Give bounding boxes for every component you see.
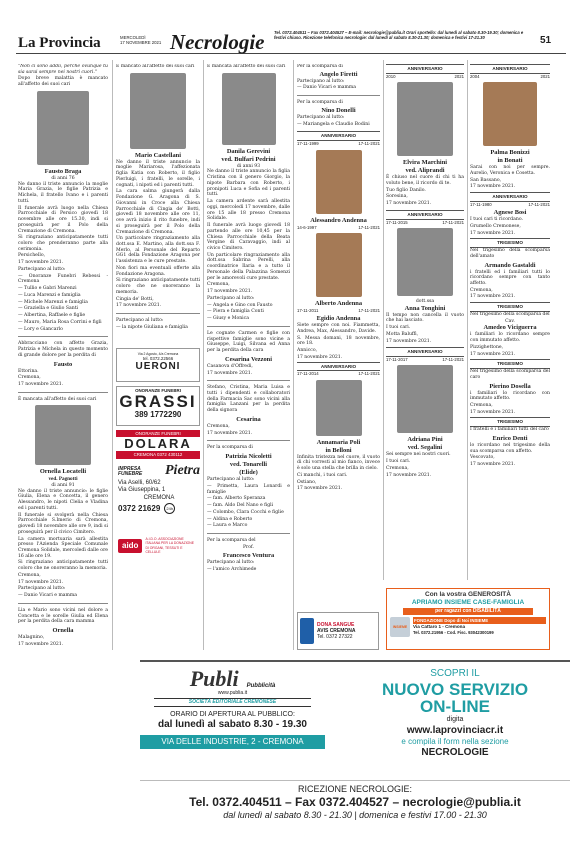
obit-sign: I tuoi cari. xyxy=(386,459,411,465)
condolence-list xyxy=(18,274,108,333)
obit-name: Annamaria Poli xyxy=(316,438,361,446)
obit-place: Grumello Cremonese, xyxy=(470,223,521,229)
obit-name: Alberto Andenna xyxy=(314,299,363,307)
obit-name: Francesco Ventura xyxy=(222,552,275,560)
obit-text: Un particolare ringraziamento alla dott.ssa E. Martino, alla dott.ssa F. Merlo, al Personale del Reparto GG1 della Fondazione Aragona per l'assistenza e le cure prestate. xyxy=(116,236,200,265)
trigesimo-heading: TRIGESIMO xyxy=(470,302,550,312)
date-to: 17-11-2021 xyxy=(442,357,464,362)
date-from: 17-11-1980 xyxy=(470,201,492,207)
obit-intro: Dopo breve malattia è mancato all'affetto dei suoi cari xyxy=(18,76,108,88)
obit-place: Vescovato, xyxy=(470,455,495,461)
obit-date: 17 novembre 2021. xyxy=(470,184,516,190)
obit-text: lo ricordano nel trigesimo della sua scomparsa con affetto. xyxy=(470,442,550,454)
issue-date xyxy=(120,35,161,45)
obit-intro: È mancata all'affetto dei suoi cari xyxy=(207,64,286,69)
date-from: 2010 xyxy=(386,73,396,79)
date-from: 17-11-2011 xyxy=(297,307,319,313)
ad-dolara xyxy=(116,430,200,460)
obit-text: Sei sempre nei nostri cuori. xyxy=(386,452,451,458)
obit-name: Armando Gastaldi xyxy=(484,261,536,269)
anniversary-heading: ANNIVERSARIO xyxy=(297,362,380,372)
obit-place: San Bassano, xyxy=(470,177,502,183)
date: 17 NOVEMBRE 2021 xyxy=(120,40,162,46)
obit-name: Alessandro Andenna xyxy=(310,216,367,224)
obit-place: Cremona, xyxy=(18,572,41,578)
obit-text: Il funerale avrà luogo nella Chiesa Parrocchiale di Persico giovedì 18 novembre alle ore 15.30, indi si proseguirà per il Polo della Cremazione di Cremona. xyxy=(18,205,108,234)
list-item: — Mauro, Maria Rosa Corrini e figli xyxy=(18,319,102,325)
list-item: — Primetta, Laura Lonardi e famiglie xyxy=(207,483,290,495)
obit-date: 17 novembre 2021. xyxy=(18,381,64,387)
ad-label: ONORANZE FUNEBRI xyxy=(116,430,200,438)
ad-phone: CREMONA 0372 430112 xyxy=(116,451,200,459)
obit-place: Cremona, xyxy=(18,375,41,381)
obit-age: di anni 91 xyxy=(51,482,75,488)
obit-date: 17 novembre 2021. xyxy=(207,289,253,295)
obit-text: Si ringraziano anticipatamente tutti coloro che prenderanno parte alla cerimonia. xyxy=(18,235,108,252)
obit-place: Cingia de' Botti, xyxy=(116,296,154,302)
obit-age: di anni 93 xyxy=(236,163,261,169)
obit-text: Ne danno il triste annuncio la moglie Maria Grazia, le figlie Patrizia e Michela, il fratello Ivano e i parenti tutti. xyxy=(18,181,108,204)
obit-text: Lia e Mario sono vicini nel dolore a Concetta e le sorelle Giulia ed Elena per la perdita della cara mamma xyxy=(18,607,108,625)
publia-company: SOCIETÀ EDITORIALE CREMONESE xyxy=(154,698,311,706)
promo-url[interactable]: www.laprovinciacr.it xyxy=(406,724,504,736)
obit-title: Cav. xyxy=(505,318,515,324)
ad-aido xyxy=(116,534,200,558)
portrait-photo xyxy=(316,233,362,297)
trigesimo-heading: TRIGESIMO xyxy=(470,417,550,427)
contact-phone: Tel. 0372.404511 – Fax 0372.404527 – necrologie@publia.it xyxy=(189,795,521,810)
obit-name-2: ved. Tonarelli xyxy=(229,461,268,469)
obit-text: Sarai con noi per sempre. Aurelio, Veronica e Cosetta. xyxy=(470,165,550,176)
ad-city: CREMONA xyxy=(143,494,175,501)
section-title: Necrologie xyxy=(170,30,265,54)
24h-badge: 24h xyxy=(164,503,175,514)
ad-ueroni xyxy=(116,348,200,382)
obit-quote: "Non ci sono addii, perché ovunque tu sia sarai sempre nei nostri cuori." xyxy=(18,64,108,75)
portrait-photo xyxy=(316,150,362,214)
obit-title: dott.ssa xyxy=(415,298,435,304)
column-3 xyxy=(207,64,290,664)
obit-text: Le cognate Carmen e figlie con rispettive famiglie sono vicine a Giuseppe, Luigi, Silvana ed Anna per la perdita della cara xyxy=(207,330,290,354)
condolence-heading: Partecipano al lutto: xyxy=(297,114,345,120)
condolence-heading: Partecipano al lutto: xyxy=(207,560,255,566)
condolence-heading: Partecipano al lutto: xyxy=(207,295,255,301)
ad-brand: GRASSI xyxy=(119,392,197,412)
obit-text: Infinita tristezza nel cuore, il vuoto di chi vorresti al mio fianco, invece è solo una stella che brilla in cielo. xyxy=(297,454,380,472)
date-from: 17-11-1999 xyxy=(297,141,319,147)
list-item: — Danio Vicari e mamma xyxy=(297,85,356,91)
list-item: — Piera e famiglia Conti xyxy=(207,309,264,315)
ad-avis xyxy=(297,612,379,650)
obit-date: 17 novembre 2021. xyxy=(386,201,432,207)
date-from: 2004 xyxy=(470,73,480,79)
obit-text: La camera mortuaria sarà allestita presso l'Azienda Speciale Comunale Cremona Solidale, mercoledì dalle ore 16 alle ore 19. xyxy=(18,536,108,559)
opening-hours: dal lunedì al sabato 8.30 - 19.30 xyxy=(158,719,307,731)
ad-brand: Pietra xyxy=(165,462,200,478)
ad-phone: Tel. 0372.21956 - Cod. Fisc. 93042300199 xyxy=(413,629,494,635)
portrait-photo xyxy=(316,380,362,436)
date-from: 17-11-2014 xyxy=(297,371,319,377)
obit-name: Fausto Braga xyxy=(44,167,82,175)
obit-sign: Ettorina. xyxy=(18,368,39,374)
promo-line: SCOPRI IL xyxy=(430,668,480,679)
promo-line: e compila il form nella sezione xyxy=(401,737,509,747)
obit-date: 17 novembre 2021. xyxy=(386,338,432,344)
list-item: — Colombo, Clara Cocchi e figlie xyxy=(207,509,284,515)
online-service xyxy=(340,668,570,760)
obit-age: di anni 76 xyxy=(51,175,75,181)
insieme-logo: INSIEME xyxy=(390,617,410,637)
obit-name-2: ved. Pagnotti xyxy=(48,476,78,483)
date-to: 2021 xyxy=(454,73,464,79)
avis-logo-icon xyxy=(300,618,314,644)
obit-name: Palma Bonizzi xyxy=(490,149,530,157)
list-item: — Albertina, Raffaele e figlie xyxy=(18,313,86,319)
list-item: — Laura e Marco xyxy=(207,523,248,529)
obit-text: I fratelli e i familiari tutti del caro xyxy=(470,427,549,433)
column-1 xyxy=(18,64,108,834)
obit-name-2: ved. Aliprandi xyxy=(405,167,445,175)
anniversary-heading: ANNIVERSARIO xyxy=(297,131,380,141)
ad-grassi xyxy=(116,386,200,426)
list-item: — Michele Marenzi e famiglia xyxy=(18,299,88,305)
obit-date: 17 novembre 2021. xyxy=(207,370,253,376)
list-item: — Graziella e Giulio Santi xyxy=(18,306,79,312)
ad-pietra xyxy=(116,464,200,530)
obit-date: 17 novembre 2021. xyxy=(116,303,162,309)
ad-brand: UERONI xyxy=(135,361,181,373)
obit-text: I tuoi cari ti ricordano. xyxy=(470,217,523,223)
newspaper-logo: La Provincia xyxy=(18,35,101,51)
anniversary-heading: ANNIVERSARIO xyxy=(386,347,464,357)
column-6 xyxy=(470,64,550,584)
ad-label: IMPRESA FUNEBRE xyxy=(118,465,143,478)
condolence-heading: Partecipano al lutto: xyxy=(207,477,255,483)
obit-sign: Tuo figlio Danilo. xyxy=(386,187,426,193)
obit-text: Un particolare ringraziamento alla dott.ssa Sabrina Perelli, alla coordinatrice Ilaria e a tutto il Personale della Palazzina Somenzi per le amorevoli cure prestate. xyxy=(207,252,290,281)
ad-generosita xyxy=(386,588,550,650)
promo-headline: NUOVO SERVIZIO xyxy=(381,679,529,699)
obit-name: Agnese Bosi xyxy=(493,209,527,217)
header-contact-info: Tel. 0372.404511 – Fax 0372.404527 – E-mail: necrologie@publia.it Orari sportello: dal lunedì al sabato 8.30-19.30; domenica e festivi chiuso. Ricezione telefonica necrologie: dal lunedì al sabato 8.30-21.30; domenica e festivi 17-21.30 xyxy=(274,30,524,41)
list-item: — Giusy e Monica xyxy=(207,316,249,322)
ad-phone: 389 1772290 xyxy=(134,410,182,420)
obit-text: Ne danno il triste annuncio la moglie Mariarosa, l'affezionata figlia Katia con Roberto, il figlio Pierluigi, i fratelli, le sorelle, i cognati, i nipoti ed i parenti tutti. xyxy=(116,159,200,188)
obit-text: Il tempo non cancella il vuoto che hai lasciato. xyxy=(386,312,464,324)
obit-name: Adriana Pini xyxy=(407,436,443,444)
date-to: 17-11-2021 xyxy=(358,371,380,377)
obit-intro: Per la scomparsa di xyxy=(297,64,343,69)
obit-sign: I tuoi cari. xyxy=(386,325,411,331)
ad-label: ONORANZE FUNEBRI xyxy=(135,387,181,393)
publia-banner xyxy=(140,660,570,830)
obit-text: Ne danno il triste annuncio: le figlie Giulia, Elena e Concetta, il genero Alessandro, le nipoti Clelia e Vladina ed i parenti tutti. xyxy=(18,488,108,511)
obit-place: Cremona, xyxy=(386,465,409,471)
obit-text: i familiari lo ricordano sempre con immutato affetto. xyxy=(470,332,550,344)
list-item: — l'amico Archimede xyxy=(207,567,257,573)
list-item: — Angela e Gino con Fausto xyxy=(207,302,273,308)
obit-name: Egidio Andenna xyxy=(316,315,361,323)
obit-date: 17 novembre 2021. xyxy=(18,579,64,585)
portrait-photo xyxy=(397,228,453,296)
date-to: 17-11-2021 xyxy=(528,201,550,207)
column-5 xyxy=(386,64,464,584)
list-item: — Danio Vicari e mamma xyxy=(18,593,77,599)
obit-name: Patrizia Nicoletti xyxy=(225,453,272,461)
obit-text: Ne danno il triste annuncio la figlia Cristina con il genero Giorgio, la nipote Barbara con Roberto, i pronipoti Luca e Sofia ed i parenti tutti. xyxy=(207,169,290,198)
obit-name: Fausto xyxy=(53,360,73,368)
obit-date: 17 novembre 2021. xyxy=(297,354,343,360)
page-number: 51 xyxy=(540,35,552,46)
obit-place: Ostiano, xyxy=(297,479,317,485)
ad-headline-2: APRIAMO INSIEME CASE-FAMIGLIA xyxy=(411,599,525,607)
obit-date: 17 novembre 2021. xyxy=(470,462,516,468)
obit-name: Ornella Locatelli xyxy=(39,468,87,476)
trigesimo-heading: TRIGESIMO xyxy=(470,359,550,369)
obit-text: Abbracciano con affetto Grazia, Patrizia e Michela in questo momento di grande dolore per la perdita di xyxy=(18,341,108,358)
promo-section: NECROLOGIE xyxy=(421,747,489,759)
condolence-heading: Partecipano al lutto: xyxy=(18,266,66,272)
list-item: — Tullio e Gabri Marenzi xyxy=(18,286,77,292)
trigesimo-heading: TRIGESIMO xyxy=(470,238,550,248)
portrait-photo xyxy=(483,82,537,146)
ad-address: Via Cattaro 1 - Cremona xyxy=(413,624,465,629)
obit-place: Pizzighettone, xyxy=(470,344,504,350)
aido-logo: aido xyxy=(118,539,142,553)
obit-place: Cremona, xyxy=(470,287,493,293)
list-item: — Mariangela e Claudio Bodini xyxy=(297,121,370,127)
obit-date: 17 novembre 2021. xyxy=(470,294,516,300)
obit-name: Anna Tonghini xyxy=(404,304,446,312)
obit-name: Mario Castellani xyxy=(135,151,181,159)
list-item: — fam. Aldo Del Nano e figli xyxy=(207,503,274,509)
obit-text: Nel trigesimo della scomparsa del xyxy=(470,311,550,317)
anniversary-heading: ANNIVERSARIO xyxy=(386,64,464,74)
obit-text: Ci manchi, i tuoi cari. xyxy=(297,472,348,478)
obit-date: 17 novembre 2021. xyxy=(470,409,516,415)
obit-place: Malagnino, xyxy=(18,635,45,641)
obit-text: i fratelli ed i familiari tutti lo ricordano sempre con tanto affetto. xyxy=(470,269,550,286)
column-2 xyxy=(116,64,200,664)
obit-date: 17 novembre 2021. xyxy=(386,472,432,478)
obit-name: Elvira Marchini xyxy=(402,159,448,167)
obit-name: Ornella xyxy=(52,627,74,635)
date-to: 17-11-2021 xyxy=(358,307,380,313)
obit-intro: È mancato all'affetto dei suoi cari xyxy=(116,64,195,69)
ad-address: Via 2 Agosto, 4/a Cremona xyxy=(137,351,179,356)
column-4 xyxy=(297,64,380,664)
obit-title: Prof. xyxy=(242,544,255,550)
ad-brand: AVIS CREMONA xyxy=(317,627,356,634)
necrology-contact xyxy=(140,780,570,822)
portrait-photo xyxy=(222,73,276,145)
weekday: MERCOLEDÌ xyxy=(120,35,146,40)
obit-place: Annicco, xyxy=(297,348,318,354)
obit-text: Siete sempre con noi. Fiammetta, Andrea, Max, Alessandro, Davide. xyxy=(297,323,380,334)
ad-address: Via Giuseppina, 1 xyxy=(118,487,166,494)
ad-phone: 0372 21629 xyxy=(118,503,161,513)
obit-text: Nel trigesimo della scomparsa dell'amato xyxy=(470,248,550,259)
ad-text: A.I.D.O. ASSOCIAZIONE ITALIANA PER LA DONAZIONE DI ORGANI, TESSUTI E CELLULE xyxy=(145,537,195,554)
contact-hours: dal lunedì al sabato 8.30 - 21.30 | domenica e festivi 17.00 - 21.30 xyxy=(223,810,487,821)
obit-date: 17 novembre 2021. xyxy=(470,230,516,236)
ad-tagline: per ragazzi con DISABILITÀ xyxy=(403,608,533,614)
publia-label: Pubblicità xyxy=(246,682,276,689)
promo-headline-2: ON-LINE xyxy=(420,697,490,717)
list-item: — Lory e Giancarlo xyxy=(18,326,63,332)
obit-name: Enrico Denti xyxy=(492,434,528,442)
obit-intro: Per la scomparsa del xyxy=(207,537,256,543)
list-item: — fam. Alberto Speranza xyxy=(207,496,266,502)
obit-text: Non fiori ma eventuali offerte alla Fondazione Aragona. xyxy=(116,265,200,277)
obit-name: Cesarina xyxy=(236,415,261,423)
obit-date: 17 novembre 2021. xyxy=(207,430,253,436)
ad-headline: Con la vostra GENEROSITÀ xyxy=(425,591,511,598)
date-to: 17-11-2021 xyxy=(358,224,380,230)
portrait-photo xyxy=(35,405,91,465)
obit-place: Cremona, xyxy=(207,423,230,429)
obit-place: Soresina, xyxy=(386,194,408,200)
obit-intro: È mancata all'affetto dei suoi cari xyxy=(18,396,97,402)
portrait-photo xyxy=(130,73,186,149)
ad-phone: Tel. 0372 27322 xyxy=(317,634,353,641)
list-item: — Onoranze Funebri Rebessi - Cremona xyxy=(18,273,108,285)
obit-name-3: (Elide) xyxy=(239,469,258,477)
obit-name-2: in Belloni xyxy=(325,446,352,454)
obit-name: Pierino Dosella xyxy=(489,382,531,390)
obit-place: Cremona, xyxy=(207,282,230,288)
list-item: — la nipote Giuliana e famiglia xyxy=(116,324,188,330)
obit-date: 17 novembre 2021. xyxy=(297,486,343,492)
opening-hours-label: ORARIO DI APERTURA AL PUBBLICO: xyxy=(170,710,295,718)
date-to: 17-11-2021 xyxy=(442,219,464,225)
date-from: 14-6-1997 xyxy=(297,224,317,230)
obit-intro: Per la scomparsa di xyxy=(207,445,253,451)
ad-org: FONDAZIONE Dopo di Noi INSIEME xyxy=(413,617,546,625)
condolence-heading: Partecipano al lutto: xyxy=(116,318,164,324)
obit-text: Stefano, Cristina, Maria Luisa e tutti i dipendenti e collaboratori della Farmacia Sac sono vicini alla famiglia Lanzani per la perdita della signora xyxy=(207,385,290,414)
promo-line: digita xyxy=(446,716,464,724)
obit-text: Il funerale avrà luogo giovedì 18 partendo alle ore 10,45 per la Chiesa Parrocchiale della Beata Vergine di Caravaggio, indi al civico Cimitero. xyxy=(207,223,290,252)
anniversary-heading: ANNIVERSARIO xyxy=(470,64,550,74)
obit-name: Amedeo Viciguerra xyxy=(483,324,537,332)
ad-phone: tel. 0372.22566 xyxy=(142,355,174,361)
obit-place: Motta Baluffi, xyxy=(386,331,419,337)
date-from: 17-11-2015 xyxy=(386,219,408,225)
obit-name: Nino Donelli xyxy=(321,106,356,114)
ad-address: Via Aselli, 60/62 xyxy=(118,479,161,486)
obit-name: Angelo Firetti xyxy=(319,70,358,78)
obit-date: 17 novembre 2021. xyxy=(18,641,64,647)
obit-text: S. Messa domani, 18 novembre, ore 18. xyxy=(297,335,380,347)
ad-label: DONA SANGUE xyxy=(317,621,355,628)
obit-date: 17 novembre 2021. xyxy=(18,260,64,266)
obit-text: Si ringraziano anticipatamente tutti coloro che ne onoreranno la memoria. xyxy=(18,560,108,572)
publia-logo: Publi xyxy=(189,666,239,691)
obit-name-2: ved. Bulfari Pedrini xyxy=(221,155,276,163)
obit-text: È chiuso nel cuore di chi ti ha voluto bene, il ricordo di te. xyxy=(386,175,464,186)
portrait-photo xyxy=(37,91,89,165)
obit-text: La cara salma giungerà dalla Fondazione G. Aragona di S. Giovanni in Croce alla Chiesa Parrocchiale di Cingia de' Botti, giovedì 18 novembre alle ore 11, ove avrà inizio il rito funebre, indi si proseguirà per il Polo della Cremazione di Cremona. xyxy=(116,189,200,235)
obit-name-2: in Bonati xyxy=(497,157,523,165)
condolence-heading: Partecipano al lutto: xyxy=(297,78,345,84)
obit-name-2: ved. Segalini xyxy=(407,444,443,452)
portrait-photo xyxy=(397,365,453,433)
list-item: — Aldina e Roberto xyxy=(207,516,253,522)
obit-name: Cesarina Vezzoni xyxy=(224,355,273,363)
obit-text: i familiari lo ricordano con immutato affetto. xyxy=(470,390,550,402)
obit-name: Danila Gerevini xyxy=(226,147,271,155)
contact-label: RICEZIONE NECROLOGIE: xyxy=(297,784,413,794)
date-to: 2021 xyxy=(540,73,550,79)
date-to: 17-11-2021 xyxy=(358,141,380,147)
publia-url: www.publia.it xyxy=(217,690,248,696)
obit-place: Cremona, xyxy=(470,403,493,409)
anniversary-heading: ANNIVERSARIO xyxy=(386,210,464,220)
publia-address: VIA DELLE INDUSTRIE, 2 - CREMONA xyxy=(140,735,325,749)
obit-text: Il funerale si svolgerà nella Chiesa Parrocchiale S.Imerio di Cremona, giovedì 18 novembre alle ore 9, indi si proseguirà per il civico Cimitero. xyxy=(18,512,108,535)
obit-intro: Per la scomparsa di xyxy=(297,100,343,106)
obit-text: La camera ardente sarà allestita oggi, mercoledì 17 novembre, dalle ore 15 alle 18 presso Cremona Solidale. xyxy=(207,199,290,222)
portrait-photo xyxy=(397,82,453,156)
obit-place: Casanova d'Offredi, xyxy=(207,363,253,369)
ad-brand: DOLARA xyxy=(124,436,192,452)
obit-text: Nel trigesimo della scomparsa del caro xyxy=(470,369,550,380)
condolence-heading: Partecipano al lutto: xyxy=(18,586,66,592)
obit-text: Si ringraziano anticipatamente tutti coloro che ne onoreranno la memoria. xyxy=(116,278,200,295)
obit-place: Persichello, xyxy=(18,253,46,259)
anniversary-heading: ANNIVERSARIO xyxy=(470,192,550,202)
list-item: — Luca Marenzi e famiglia xyxy=(18,292,81,298)
obit-date: 17 novembre 2021. xyxy=(470,351,516,357)
date-from: 17-11-2017 xyxy=(386,357,408,362)
publia-info xyxy=(140,668,325,749)
